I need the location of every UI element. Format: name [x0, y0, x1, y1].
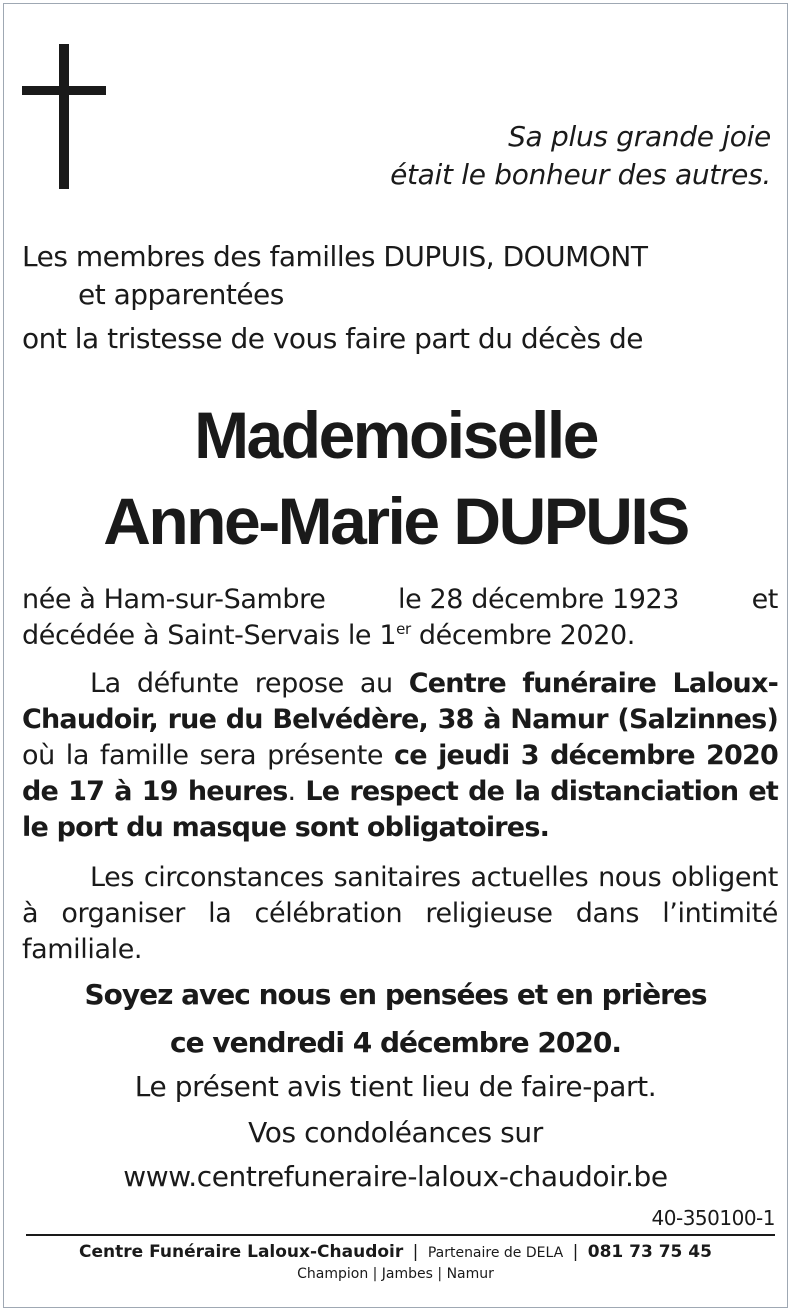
- death-info: décédée à Saint-Servais le 1: [22, 620, 397, 651]
- epitaph-quote: [390, 118, 771, 194]
- condolences-website-link[interactable]: www.centrefuneraire-laloux-chaudoir.be: [123, 1160, 668, 1193]
- birth-and: et: [751, 584, 778, 615]
- quote-line-1: Sa plus grande joie: [508, 120, 771, 153]
- intro-line-3: ont la tristesse de vous faire part du décès de: [22, 322, 643, 355]
- footer-divider: [26, 1234, 775, 1236]
- covid-rules: Le respect de la distanciation et le port du masque sont obligatoires.: [22, 776, 778, 843]
- condolences-label: Vos condoléances sur: [248, 1116, 543, 1149]
- partner-label: Partenaire de DELA: [427, 1245, 564, 1261]
- separator-1: |: [412, 1242, 419, 1262]
- death-notice: [3, 3, 788, 1308]
- company-name: Centre Funéraire Laloux-Chaudoir: [79, 1242, 404, 1262]
- notice-statement: Le présent avis tient lieu de faire-part.: [134, 1070, 657, 1103]
- death-ordinal: er: [396, 620, 411, 638]
- death-date: décembre 2020.: [410, 620, 635, 651]
- prayer-invitation: Soyez avec nous en pensées et en prières: [84, 978, 707, 1011]
- visitation-text-2: où la famille sera présente: [22, 740, 395, 771]
- ceremony-date: ce vendredi 4 décembre 2020.: [170, 1026, 621, 1059]
- footer-company-line: [4, 1242, 787, 1262]
- footer-locations: Champion | Jambes | Namur: [297, 1266, 494, 1282]
- intro-line-1: Les membres des familles DUPUIS, DOUMONT: [22, 240, 648, 273]
- visitation-text-1: La défunte repose au: [90, 668, 409, 699]
- visitation-time: ce jeudi 3 décembre 2020 de 17 à 19 heures: [22, 740, 778, 807]
- phone-number[interactable]: 081 73 75 45: [587, 1242, 712, 1262]
- circumstances-paragraph: Les circonstances sanitaires actuelles nous obligent à organiser la célébration religieuse dans l’intimité familiale.: [22, 862, 778, 965]
- funeral-home-address: Centre funéraire Laloux-Chaudoir, rue du Belvédère, 38 à Namur (Salzinnes): [22, 668, 778, 735]
- birth-place: née à Ham-sur-Sambre: [22, 584, 326, 615]
- cross-icon: [22, 44, 106, 189]
- reference-number: 40-350100-1: [651, 1206, 775, 1230]
- visitation-text-3: .: [287, 776, 306, 807]
- deceased-name: Anne-Marie DUPUIS: [103, 484, 688, 558]
- visitation-paragraph: [22, 666, 778, 846]
- quote-line-2: était le bonheur des autres.: [390, 158, 771, 191]
- birth-date: le 28 décembre 1923: [397, 584, 680, 615]
- deceased-title: Mademoiselle: [194, 398, 597, 472]
- birth-death-info: [22, 582, 778, 654]
- intro-line-2: et apparentées: [78, 278, 284, 311]
- intro-text: [22, 238, 647, 358]
- separator-2: |: [572, 1242, 579, 1262]
